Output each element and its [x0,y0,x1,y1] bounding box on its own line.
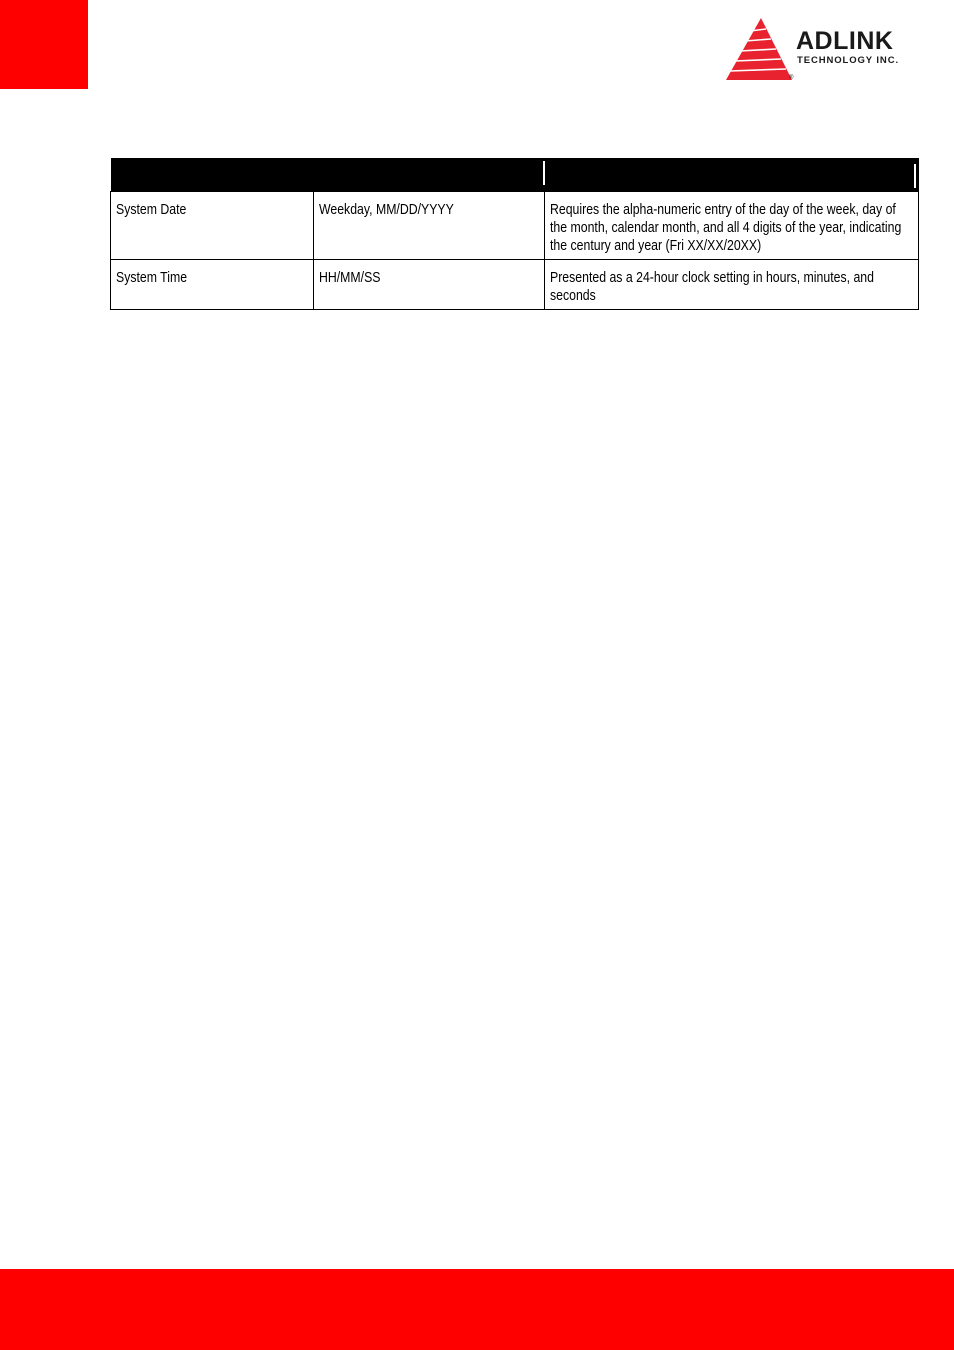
corner-tab [0,0,88,89]
table-row [111,192,919,260]
footer-bar [0,1269,954,1350]
table-header-row [111,158,919,192]
logo-wordmark: ADLINK [796,27,894,55]
cell-setting: System Time [111,260,314,310]
registered-mark: ® [789,75,794,81]
cell-description: Presented as a 24-hour clock setting in hours, minutes, and seconds [545,260,919,310]
table-row [111,260,919,310]
cell-description: Requires the alpha-numeric entry of the day of the week, day of the month, calendar month, and all 4 digits of the year, indicating the century and year (Fri XX/XX/20XX) [545,192,919,260]
adlink-logo [724,18,936,84]
cell-format: HH/MM/SS [314,260,545,310]
logo-triangle-icon [724,18,794,84]
header-description [545,158,919,192]
header-format [314,158,545,192]
settings-table [110,158,919,310]
logo-tagline: TECHNOLOGY INC. [797,55,899,66]
header-setting [111,158,314,192]
cell-setting: System Date [111,192,314,260]
cell-format: Weekday, MM/DD/YYYY [314,192,545,260]
